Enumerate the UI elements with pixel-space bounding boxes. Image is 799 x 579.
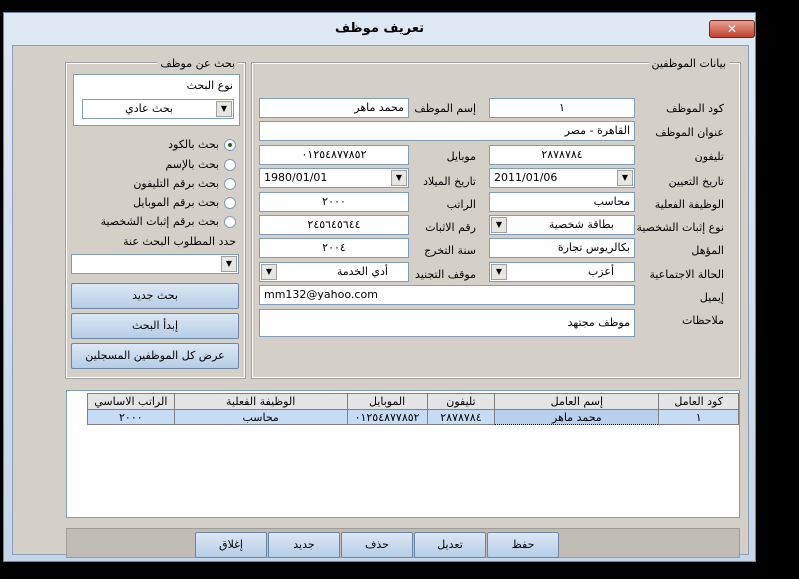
column-header-code[interactable]: كود العامل (659, 394, 739, 410)
email-field[interactable]: mm132@yahoo.com (259, 285, 635, 305)
radio-button[interactable] (224, 197, 236, 209)
code-field[interactable]: ١ (489, 98, 635, 118)
label-marital: الحالة الاجتماعية (649, 268, 724, 281)
title-bar (4, 13, 755, 45)
dropdown-arrow-icon[interactable]: ▼ (391, 170, 407, 186)
label-notes: ملاحظات (682, 314, 724, 327)
table-row[interactable] (88, 410, 739, 425)
close-icon: ✕ (726, 22, 738, 36)
label-address: عنوان الموظف (655, 126, 724, 139)
cell-salary[interactable]: ٢٠٠٠ (88, 410, 175, 425)
column-header-job[interactable]: الوظيفة الفعلية (174, 394, 347, 410)
id-type-select[interactable] (489, 215, 635, 235)
address-field[interactable]: القاهرة - مصر (259, 121, 635, 141)
birth-date-value: 1980/01/01 (264, 171, 328, 184)
search-criteria-select[interactable] (71, 254, 239, 274)
column-header-mobile[interactable]: الموبايل (347, 394, 427, 410)
search-option-label: بحث برقم إثبات الشخصية (100, 215, 219, 228)
hire-date-value: 2011/01/06 (494, 171, 558, 184)
edit-button[interactable]: تعديل (414, 532, 486, 558)
search-type-select[interactable] (82, 99, 234, 119)
dropdown-arrow-icon[interactable]: ▼ (491, 264, 507, 280)
search-option-id[interactable] (67, 214, 239, 230)
label-birth-date: تاريخ الميلاد (423, 175, 476, 188)
phone-field[interactable]: ٢٨٧٨٧٨٤ (489, 145, 635, 165)
label-job: الوظيفة الفعلية (654, 198, 724, 211)
cell-name[interactable]: محمد ماهر (495, 410, 659, 425)
cell-code[interactable]: ١ (659, 410, 739, 425)
close-button[interactable]: إغلاق (195, 532, 267, 558)
label-phone: تليفون (694, 150, 724, 163)
mobile-field[interactable]: ٠١٢٥٤٨٧٧٨٥٢ (259, 145, 409, 165)
marital-value: أعزب (587, 265, 614, 278)
id-number-field[interactable]: ٢٤٥٦٤٥٦٤٤ (259, 215, 409, 235)
dropdown-arrow-icon[interactable]: ▼ (491, 217, 507, 233)
search-option-label: بحث بالإسم (165, 158, 219, 171)
label-hire-date: تاريخ التعيين (668, 175, 724, 188)
dropdown-arrow-icon[interactable]: ▼ (216, 101, 232, 117)
new-button[interactable]: جديد (268, 532, 340, 558)
salary-field[interactable]: ٢٠٠٠ (259, 192, 409, 212)
search-type-label: نوع البحث (186, 79, 233, 92)
search-group-legend: بحث عن موظف (157, 57, 238, 70)
column-header-name[interactable]: إسم العامل (495, 394, 659, 410)
radio-button[interactable] (224, 159, 236, 171)
search-option-phone[interactable] (67, 176, 239, 192)
label-mobile: موبايل (446, 150, 476, 163)
label-grad-year: سنة التخرج (424, 244, 476, 257)
search-group (66, 57, 245, 378)
search-option-label: بحث برقم التليفون (133, 177, 219, 190)
search-type-value: بحث عادي (125, 102, 173, 115)
dropdown-arrow-icon[interactable]: ▼ (221, 256, 237, 272)
search-option-label: بحث برقم الموبايل (133, 196, 219, 209)
window-title: تعريف موظف (334, 21, 425, 36)
hire-date-field[interactable] (489, 168, 635, 188)
employee-group-legend: بيانات الموظفين (649, 57, 729, 70)
job-field[interactable]: محاسب (489, 192, 635, 212)
qualification-field[interactable]: بكالريوس تجارة (489, 238, 635, 258)
label-military: موقف التجنيد (415, 268, 476, 281)
start-search-button[interactable]: إبدأ البحث (71, 313, 239, 339)
employees-grid[interactable] (66, 390, 740, 518)
save-button[interactable]: حفظ (487, 532, 559, 558)
show-all-employees-button[interactable]: عرض كل الموظفين المسجلين (71, 343, 239, 369)
search-option-label: بحث بالكود (168, 138, 219, 151)
label-id-type: نوع إثبات الشخصية (636, 221, 724, 234)
employee-data-group (252, 57, 740, 378)
birth-date-field[interactable] (259, 168, 409, 188)
search-option-code[interactable] (67, 137, 239, 153)
id-type-value: بطاقة شخصية (548, 218, 614, 231)
notes-field[interactable]: موظف مجتهد (259, 309, 635, 337)
dialog-window (3, 12, 756, 562)
label-email: إيميل (699, 291, 724, 304)
delete-button[interactable]: حذف (341, 532, 413, 558)
radio-button[interactable] (224, 216, 236, 228)
marital-select[interactable] (489, 262, 635, 282)
military-value: أدي الخدمة (336, 265, 388, 278)
label-salary: الراتب (446, 198, 476, 211)
dropdown-arrow-icon[interactable]: ▼ (617, 170, 633, 186)
name-field[interactable]: محمد ماهر (259, 98, 409, 118)
dropdown-arrow-icon[interactable]: ▼ (261, 264, 277, 280)
new-search-button[interactable]: بحث جديد (71, 283, 239, 309)
label-id-number: رقم الاثبات (425, 221, 476, 234)
cell-mobile[interactable]: ٠١٢٥٤٨٧٧٨٥٢ (347, 410, 427, 425)
cell-phone[interactable]: ٢٨٧٨٧٨٤ (427, 410, 495, 425)
search-criteria-label: حدد المطلوب البحث عنة (123, 235, 236, 248)
close-window-button[interactable] (709, 20, 755, 38)
search-type-box (73, 74, 240, 126)
search-option-name[interactable] (67, 157, 239, 173)
grid-header-row (88, 394, 739, 410)
label-qualification: المؤهل (691, 244, 724, 257)
column-header-salary[interactable]: الراتب الاساسي (88, 394, 175, 410)
action-bar (66, 528, 740, 558)
search-option-mobile[interactable] (67, 195, 239, 211)
label-name: إسم الموظف (414, 102, 476, 115)
column-header-phone[interactable]: تليفون (427, 394, 495, 410)
military-select[interactable] (259, 262, 409, 282)
grad-year-field[interactable]: ٢٠٠٤ (259, 238, 409, 258)
radio-button[interactable] (224, 139, 236, 151)
client-area (12, 45, 749, 555)
employees-table (87, 393, 739, 425)
label-code: كود الموظف (666, 102, 724, 115)
radio-button[interactable] (224, 178, 236, 190)
cell-job[interactable]: محاسب (174, 410, 347, 425)
